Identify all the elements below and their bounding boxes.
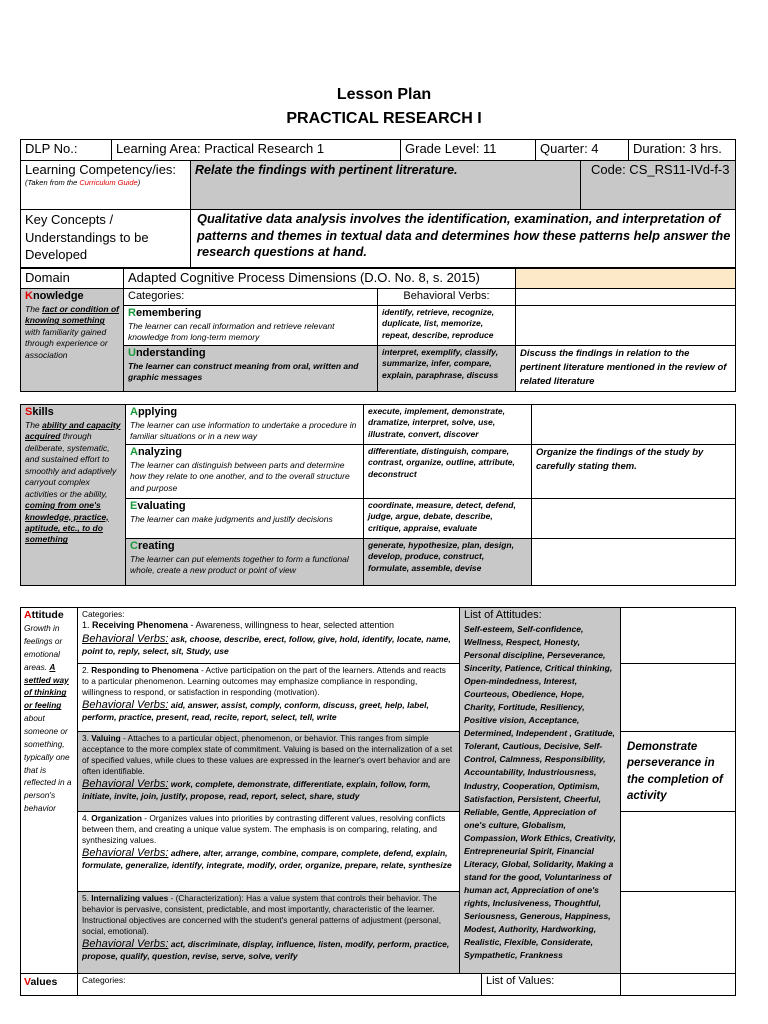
analyzing-heading xyxy=(130,446,359,460)
skills-desc-underlined-2: coming from one's knowledge, practice, aptitude, etc., to do something xyxy=(25,500,109,545)
g3-verbs: work, complete, demonstrate, differentiate, explain, follow, form, initiate, invite, join, justify, propose, read, report, select, share, study xyxy=(82,778,431,802)
skills-desc-b: through deliberate, systematic, and sustained effort to smoothly and adaptively carryout complex activities or the ability, xyxy=(25,431,117,499)
domain-label: Domain xyxy=(21,269,124,289)
attitude-group-receiving xyxy=(78,608,460,664)
creating-rest: reating xyxy=(137,540,175,552)
g2-verbs-label: Behavioral Verbs: xyxy=(82,698,169,711)
g2-verbs: aid, answer, assist, comply, conform, discuss, greet, help, label, perform, practice, present, read, recite, report, select, tell, write xyxy=(82,699,429,723)
evaluating-rest: valuating xyxy=(137,500,186,512)
g1-text: - Awareness, willingness to hear, selected attention xyxy=(188,619,395,630)
analyzing-description: The learner can distinguish between parts and determine how they relate to one another, and to the overall structure and purpose xyxy=(130,459,350,493)
values-categories: Categories: xyxy=(78,974,482,996)
skills-heading xyxy=(25,406,121,420)
lc-label-text: Learning Competency/ies: xyxy=(25,162,177,177)
duration: Duration: 3 hrs. xyxy=(629,140,736,161)
evaluating-description: The learner can make judgments and justify decisions xyxy=(130,513,333,524)
attitude-group-responding xyxy=(78,664,460,732)
attitude-group-internalizing xyxy=(78,892,460,974)
remembering-rest: emembering xyxy=(135,306,202,319)
skills-objective: Organize the findings of the study by carefully stating them. xyxy=(532,445,736,499)
behavioral-verbs-label: Behavioral Verbs: xyxy=(378,289,516,306)
analyzing-level xyxy=(126,445,364,499)
remembering-level xyxy=(124,305,378,345)
understanding-rest: nderstanding xyxy=(135,346,206,359)
evaluating-heading xyxy=(130,500,359,514)
g4-verbs-label: Behavioral Verbs: xyxy=(82,846,169,859)
knowledge-objective: Discuss the findings in relation to the pertinent literature mentioned in the review of related literature xyxy=(516,345,736,391)
remembering-heading xyxy=(128,307,373,321)
responding-verbs-line xyxy=(82,698,455,724)
evaluating-initial: E xyxy=(130,500,138,512)
receiving-verbs-line xyxy=(82,632,455,658)
applying-verbs: execute, implement, demonstrate, dramatize, interpret, solve, use, illustrate, convert, discover xyxy=(364,405,532,445)
remembering-objective-blank xyxy=(516,305,736,345)
attitude-initial: A xyxy=(24,609,32,621)
attitude-group-organization xyxy=(78,812,460,892)
g4-heading: Organization xyxy=(91,813,142,823)
dlp-number: DLP No.: xyxy=(21,140,112,161)
attitude-categories-label: Categories: xyxy=(82,609,125,619)
applying-initial: A xyxy=(130,406,138,418)
creating-objective-blank xyxy=(532,539,736,586)
analyzing-verbs: differentiate, distinguish, compare, contrast, organize, outline, attribute, deconstruct xyxy=(364,445,532,499)
knowledge-initial: K xyxy=(25,290,33,302)
creating-initial: C xyxy=(130,540,138,552)
attitude-objective-blank-1 xyxy=(621,608,736,664)
attitudes-list: Self-esteem, Self-confidence, Wellness, Respect, Honesty, Personal discipline, Perseverance, Sincerity, Patience, Critical thinking, Open-mindedness, Interest, Courteous, Obedience, Hope, Charity, Fortitude, Resiliency, Positive vision, Acceptance, Determined, Independent , Gratitude, Tolerant, Cautious, Decisive, Self-Control, Calmness, Responsibility, Accountability, Industriousness, Industry, Cooperation, Optimism, Satisfaction, Persistent, Cheerful, Reliable, Gentle, Appreciation of one's culture, Globalism, Compassion, Work Ethics, Creativity, Entrepreneurial Spirit, Financial Literacy, Global, Solidarity, Making a stand for the good, Voluntariness of human act, Appreciation of one's rights, Inclusiveness, Thoughtful, Seriousness, Generous, Happiness, Modest, Authority, Hardworking, Realistic, Flexible, Considerate, Sympathetic, Frankness xyxy=(464,623,616,961)
applying-objective-blank xyxy=(532,405,736,445)
organization-verbs-line xyxy=(82,846,455,872)
attitude-domain xyxy=(21,608,78,974)
g5-text: - (Characterization): Has a value system that controls their behavior. The behavior is pervasive, consistent, predictable, and most importantly, characteristic of the learner. Instructional objectives are concerned with the student's general patterns of adjustment (personal, social, emotional). xyxy=(82,893,442,936)
skills-table xyxy=(20,404,736,586)
knowledge-rest: nowledge xyxy=(32,290,84,302)
remembering-verbs: identify, retrieve, recognize, duplicate, list, memorize, repeat, describe, reproduce xyxy=(378,305,516,345)
remembering-description: The learner can recall information and retrieve relevant knowledge from long-term memory xyxy=(128,320,335,342)
understanding-initial: U xyxy=(128,346,136,359)
understanding-description: The learner can construct meaning from oral, written and graphic messages xyxy=(128,360,359,382)
skills-desc-a: The xyxy=(25,419,43,430)
applying-level xyxy=(126,405,364,445)
responding-line xyxy=(82,665,455,698)
key-concepts-label: Key Concepts / Understandings to be Developed xyxy=(21,210,191,268)
attitude-group-valuing xyxy=(78,732,460,812)
skills-description xyxy=(25,420,121,546)
g1-number: 1. xyxy=(82,619,93,630)
attitude-desc-underlined: A settled way of thinking or feeling xyxy=(24,661,69,711)
applying-heading xyxy=(130,406,359,420)
applying-description: The learner can use information to undertake a procedure in familiar situations or in a new way xyxy=(130,419,357,442)
document-title: Lesson Plan xyxy=(336,86,432,103)
curriculum-guide-text: Curriculum Guide xyxy=(79,178,138,188)
evaluating-objective-blank xyxy=(532,499,736,539)
domain-text: Adapted Cognitive Process Dimensions (D.O. No. 8, s. 2015) xyxy=(124,269,516,289)
learning-competency-text: Relate the findings with pertinent litrerature. xyxy=(191,161,581,210)
internalizing-line xyxy=(82,893,455,937)
attitude-desc-b: about someone or something, typically one that is reflected in a person's behavior xyxy=(24,713,72,814)
understanding-level xyxy=(124,345,378,391)
skills-rest: kills xyxy=(32,406,54,418)
knowledge-desc-underlined: fact or condition of knowing something xyxy=(25,303,119,326)
knowledge-blank xyxy=(516,289,736,306)
valuing-verbs-line xyxy=(82,777,455,803)
skills-initial: S xyxy=(25,406,33,418)
g1-verbs: ask, choose, describe, erect, follow, give, hold, identify, locate, name, point to, reply, select, sit, Study, use xyxy=(82,633,451,657)
g4-text: - Organizes values into priorities by contrasting different values, resolving conflicts between them, and creating a unique value system. The emphasis is on comparing, relating, and synthesizing values. xyxy=(82,813,446,845)
attitude-table xyxy=(20,607,736,996)
evaluating-verbs: coordinate, measure, detect, defend, judge, argue, debate, describe, critique, appraise, evaluate xyxy=(364,499,532,539)
document-subtitle: PRACTICAL RESEARCH I xyxy=(286,110,482,127)
g1-heading: Receiving Phenomena xyxy=(92,619,189,630)
attitude-rest: ttitude xyxy=(31,609,64,621)
attitudes-list-cell xyxy=(460,608,621,974)
lc-source-note xyxy=(25,178,186,187)
attitude-description xyxy=(24,622,74,815)
knowledge-desc-b: with familiarity gained through experience or association xyxy=(25,326,108,360)
understanding-verbs: interpret, exemplify, classify, summarize, infer, compare, explain, paraphrase, discuss xyxy=(378,345,516,391)
applying-rest: pplying xyxy=(137,406,178,418)
knowledge-heading xyxy=(25,290,119,304)
analyzing-rest: nalyzing xyxy=(137,446,182,458)
g5-number: 5. xyxy=(82,893,92,903)
knowledge-desc-a: The xyxy=(25,303,43,314)
skills-domain xyxy=(21,405,126,586)
receiving-line xyxy=(82,620,455,632)
g2-number: 2. xyxy=(82,665,92,675)
values-domain xyxy=(21,974,78,996)
g2-text: - Active participation on the part of the learners. Attends and reacts to a particular phenomenon. Learning outcomes may emphasize compliance in responding, willingness to respond, or satisfaction in responding (motivation). xyxy=(82,665,446,697)
remembering-initial: R xyxy=(128,306,136,319)
quarter: Quarter: 4 xyxy=(536,140,629,161)
analyzing-initial: A xyxy=(130,446,138,458)
knowledge-domain xyxy=(21,289,124,392)
g5-heading: Internalizing values xyxy=(91,893,169,903)
internalizing-verbs-line xyxy=(82,937,455,963)
creating-level xyxy=(126,539,364,586)
g3-heading: Valuing xyxy=(91,733,121,743)
g4-number: 4. xyxy=(82,813,92,823)
creating-heading xyxy=(130,540,359,554)
lesson-info-table xyxy=(20,139,736,268)
attitude-objective-blank-4 xyxy=(621,812,736,892)
g5-verbs: act, discriminate, display, influence, listen, modify, perform, practice, propose, qualify, question, revise, serve, solve, verify xyxy=(82,938,450,962)
creating-description: The learner can put elements together to form a functional whole, create a new product or point of view xyxy=(130,553,349,576)
g2-heading: Responding to Phenomena xyxy=(91,665,199,675)
g5-verbs-label: Behavioral Verbs: xyxy=(82,937,169,950)
g3-verbs-label: Behavioral Verbs: xyxy=(82,777,169,790)
categories-label: Categories: xyxy=(124,289,378,306)
valuing-line xyxy=(82,733,455,777)
knowledge-description xyxy=(25,304,119,361)
attitudes-list-label: List of Attitudes: xyxy=(464,609,542,621)
evaluating-level xyxy=(126,499,364,539)
g4-verbs: adhere, alter, arrange, combine, compare, complete, defend, explain, formulate, generalize, identify, integrate, modify, order, organize, prepare, relate, synthesize xyxy=(82,847,452,871)
values-list-label: List of Values: xyxy=(482,974,621,996)
attitude-objective-blank-5 xyxy=(621,892,736,974)
knowledge-table xyxy=(20,268,736,392)
g1-verbs-label: Behavioral Verbs: xyxy=(82,632,169,645)
learning-competency-label xyxy=(21,161,191,210)
skills-desc-underlined-1: ability and capacity acquired xyxy=(25,419,121,442)
values-blank xyxy=(621,974,736,996)
g3-text: - Attaches to a particular object, phenomenon, or behavior. This ranges from simple acceptance to the more complex state of commitment. Valuing is based on the internalization of a set of specified values, while clues to these values are expressed in the learner's overt behavior and are often identifiable. xyxy=(82,733,453,776)
domain-blank xyxy=(516,269,736,289)
values-rest: alues xyxy=(30,976,58,988)
values-heading xyxy=(24,976,74,989)
competency-code: Code: CS_RS11-IVd-f-3 xyxy=(581,161,736,210)
learning-area: Learning Area: Practical Research 1 xyxy=(112,140,401,161)
values-initial: V xyxy=(24,976,31,988)
creating-verbs: generate, hypothesize, plan, design, develop, produce, construct, formulate, assemble, devise xyxy=(364,539,532,586)
attitude-objective-blank-2 xyxy=(621,664,736,732)
organization-line xyxy=(82,813,455,846)
attitude-desc-a: Growth in feelings or emotional areas. xyxy=(24,623,63,672)
grade-level: Grade Level: 11 xyxy=(401,140,536,161)
lc-note-prefix: (Taken from the xyxy=(25,178,80,188)
understanding-heading xyxy=(128,347,373,361)
g3-number: 3. xyxy=(82,733,92,743)
attitude-heading xyxy=(24,609,74,622)
lc-note-suffix: ) xyxy=(137,178,141,188)
attitude-objective: Demonstrate perseverance in the completion of activity xyxy=(621,732,736,812)
key-concepts-text: Qualitative data analysis involves the identification, examination, and interpretation of patterns and themes in textual data and determines how these patterns help answer the research questions at hand. xyxy=(191,210,736,268)
